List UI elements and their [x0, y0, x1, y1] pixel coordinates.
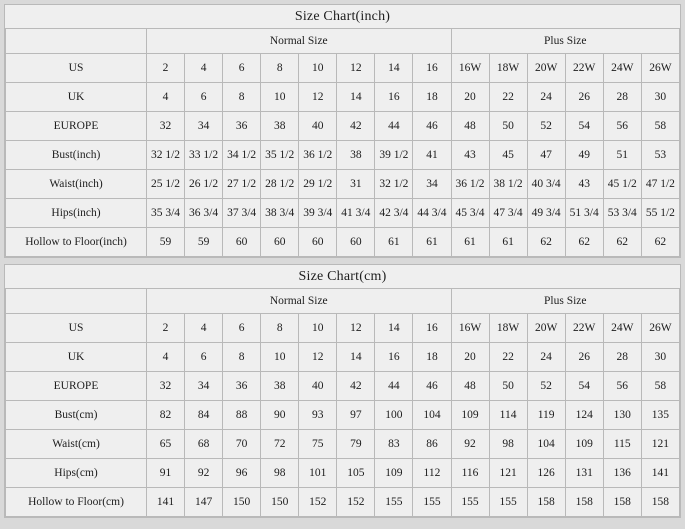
cell: 20 — [451, 83, 489, 112]
cell: 30 — [641, 83, 679, 112]
cell: 40 — [299, 112, 337, 141]
cell: 42 — [337, 372, 375, 401]
cell: 105 — [337, 459, 375, 488]
cell: 43 — [565, 170, 603, 199]
cell: 62 — [603, 228, 641, 257]
cell: 10 — [261, 83, 299, 112]
cell: 36 3/4 — [185, 199, 223, 228]
cell: 35 3/4 — [147, 199, 185, 228]
group-plus-size: Plus Size — [451, 289, 680, 314]
group-blank-cell — [6, 29, 147, 54]
cell: 26W — [641, 314, 679, 343]
table-row — [6, 401, 680, 430]
cell: 49 — [565, 141, 603, 170]
cell: 10 — [261, 343, 299, 372]
cell: 131 — [565, 459, 603, 488]
cell: 45 3/4 — [451, 199, 489, 228]
cell: 61 — [451, 228, 489, 257]
cell: 101 — [299, 459, 337, 488]
cell: 58 — [641, 112, 679, 141]
cell: 28 1/2 — [261, 170, 299, 199]
table-row — [6, 459, 680, 488]
cell: 32 — [147, 112, 185, 141]
cell: 26W — [641, 54, 679, 83]
cell: 12 — [337, 314, 375, 343]
cell: 36 1/2 — [451, 170, 489, 199]
cell: 28 — [603, 343, 641, 372]
cell: 96 — [223, 459, 261, 488]
cell: 155 — [413, 488, 451, 517]
chart-title-cm: Size Chart(cm) — [298, 269, 387, 284]
cell: 16W — [451, 314, 489, 343]
cell: 37 3/4 — [223, 199, 261, 228]
cell: 42 — [337, 112, 375, 141]
cell: 92 — [451, 430, 489, 459]
table-row — [6, 488, 680, 517]
cell: 40 — [299, 372, 337, 401]
cell: 115 — [603, 430, 641, 459]
table-row — [6, 343, 680, 372]
cell: 14 — [375, 54, 413, 83]
cell: 12 — [299, 343, 337, 372]
cell: 48 — [451, 372, 489, 401]
cell: 12 — [337, 54, 375, 83]
cell: 83 — [375, 430, 413, 459]
cell: 41 — [413, 141, 451, 170]
cell: 26 1/2 — [185, 170, 223, 199]
cell: 36 1/2 — [299, 141, 337, 170]
chart-title-inch: Size Chart(inch) — [294, 9, 391, 24]
cell: 65 — [147, 430, 185, 459]
cell: 33 1/2 — [185, 141, 223, 170]
row-label: Bust(cm) — [6, 401, 147, 430]
cell: 68 — [185, 430, 223, 459]
cell: 109 — [451, 401, 489, 430]
cell: 16 — [413, 54, 451, 83]
cell: 41 3/4 — [337, 199, 375, 228]
cell: 98 — [261, 459, 299, 488]
cell: 4 — [147, 83, 185, 112]
row-label: US — [6, 54, 147, 83]
cell: 48 — [451, 112, 489, 141]
cell: 8 — [261, 54, 299, 83]
cell: 34 1/2 — [223, 141, 261, 170]
table-row — [6, 372, 680, 401]
cell: 26 — [565, 83, 603, 112]
cell: 24 — [527, 83, 565, 112]
cell: 44 3/4 — [413, 199, 451, 228]
row-label: UK — [6, 343, 147, 372]
cell: 39 3/4 — [299, 199, 337, 228]
cell: 40 3/4 — [527, 170, 565, 199]
group-blank-cell — [6, 289, 147, 314]
size-table-cm — [5, 288, 680, 517]
cell: 27 1/2 — [223, 170, 261, 199]
table-group-row — [6, 29, 680, 54]
cell: 91 — [147, 459, 185, 488]
cell: 90 — [261, 401, 299, 430]
cell: 150 — [261, 488, 299, 517]
cell: 56 — [603, 372, 641, 401]
cell: 38 — [337, 141, 375, 170]
cell: 36 — [223, 112, 261, 141]
cell: 22W — [565, 314, 603, 343]
cell: 60 — [337, 228, 375, 257]
cell: 135 — [641, 401, 679, 430]
cell: 104 — [413, 401, 451, 430]
cell: 46 — [413, 372, 451, 401]
cell: 39 1/2 — [375, 141, 413, 170]
cell: 62 — [641, 228, 679, 257]
row-label: Hips(inch) — [6, 199, 147, 228]
cell: 75 — [299, 430, 337, 459]
cell: 141 — [641, 459, 679, 488]
table-row — [6, 170, 680, 199]
cell: 20W — [527, 54, 565, 83]
cell: 84 — [185, 401, 223, 430]
cell: 124 — [565, 401, 603, 430]
cell: 22 — [489, 343, 527, 372]
cell: 152 — [299, 488, 337, 517]
cell: 152 — [337, 488, 375, 517]
cell: 97 — [337, 401, 375, 430]
row-label: UK — [6, 83, 147, 112]
cell: 147 — [185, 488, 223, 517]
cell: 44 — [375, 112, 413, 141]
group-normal-size: Normal Size — [147, 29, 452, 54]
cell: 155 — [375, 488, 413, 517]
cell: 4 — [147, 343, 185, 372]
cell: 53 3/4 — [603, 199, 641, 228]
table-row — [6, 430, 680, 459]
cell: 6 — [185, 343, 223, 372]
cell: 56 — [603, 112, 641, 141]
cell: 58 — [641, 372, 679, 401]
cell: 155 — [451, 488, 489, 517]
row-label: EUROPE — [6, 112, 147, 141]
cell: 109 — [375, 459, 413, 488]
cell: 126 — [527, 459, 565, 488]
table-row — [6, 314, 680, 343]
cell: 8 — [223, 343, 261, 372]
cell: 20 — [451, 343, 489, 372]
cell: 141 — [147, 488, 185, 517]
cell: 150 — [223, 488, 261, 517]
row-label: Hollow to Floor(inch) — [6, 228, 147, 257]
cell: 119 — [527, 401, 565, 430]
cell: 155 — [489, 488, 527, 517]
cell: 42 3/4 — [375, 199, 413, 228]
cell: 62 — [527, 228, 565, 257]
cell: 44 — [375, 372, 413, 401]
cell: 45 1/2 — [603, 170, 641, 199]
cell: 18 — [413, 83, 451, 112]
cell: 49 3/4 — [527, 199, 565, 228]
cell: 36 — [223, 372, 261, 401]
table-row — [6, 83, 680, 112]
cell: 52 — [527, 372, 565, 401]
cell: 52 — [527, 112, 565, 141]
cell: 158 — [603, 488, 641, 517]
cell: 34 — [413, 170, 451, 199]
cell: 28 — [603, 83, 641, 112]
row-label: EUROPE — [6, 372, 147, 401]
cell: 79 — [337, 430, 375, 459]
cell: 30 — [641, 343, 679, 372]
cell: 32 1/2 — [375, 170, 413, 199]
row-label: US — [6, 314, 147, 343]
cell: 54 — [565, 112, 603, 141]
cell: 6 — [223, 54, 261, 83]
cell: 47 — [527, 141, 565, 170]
cell: 6 — [223, 314, 261, 343]
cell: 136 — [603, 459, 641, 488]
cell: 116 — [451, 459, 489, 488]
cell: 59 — [185, 228, 223, 257]
cell: 62 — [565, 228, 603, 257]
cell: 50 — [489, 112, 527, 141]
cell: 24 — [527, 343, 565, 372]
group-normal-size: Normal Size — [147, 289, 452, 314]
cell: 24W — [603, 54, 641, 83]
cell: 158 — [527, 488, 565, 517]
cell: 31 — [337, 170, 375, 199]
cell: 55 1/2 — [641, 199, 679, 228]
cell: 29 1/2 — [299, 170, 337, 199]
cell: 22 — [489, 83, 527, 112]
size-chart-inch — [4, 4, 681, 258]
cell: 54 — [565, 372, 603, 401]
cell: 51 3/4 — [565, 199, 603, 228]
cell: 60 — [299, 228, 337, 257]
cell: 4 — [185, 314, 223, 343]
row-label: Bust(inch) — [6, 141, 147, 170]
cell: 34 — [185, 112, 223, 141]
cell: 98 — [489, 430, 527, 459]
cell: 26 — [565, 343, 603, 372]
cell: 38 1/2 — [489, 170, 527, 199]
cell: 158 — [641, 488, 679, 517]
cell: 104 — [527, 430, 565, 459]
cell: 16 — [413, 314, 451, 343]
cell: 16 — [375, 343, 413, 372]
cell: 60 — [223, 228, 261, 257]
cell: 18W — [489, 54, 527, 83]
cell: 14 — [337, 343, 375, 372]
row-label: Hips(cm) — [6, 459, 147, 488]
cell: 112 — [413, 459, 451, 488]
cell: 14 — [337, 83, 375, 112]
size-table-inch — [5, 28, 680, 257]
cell: 51 — [603, 141, 641, 170]
cell: 2 — [147, 54, 185, 83]
cell: 18 — [413, 343, 451, 372]
cell: 6 — [185, 83, 223, 112]
cell: 35 1/2 — [261, 141, 299, 170]
cell: 158 — [565, 488, 603, 517]
table-row — [6, 228, 680, 257]
table-row — [6, 141, 680, 170]
table-row — [6, 54, 680, 83]
row-label: Waist(inch) — [6, 170, 147, 199]
cell: 61 — [489, 228, 527, 257]
cell: 38 3/4 — [261, 199, 299, 228]
cell: 12 — [299, 83, 337, 112]
cell: 53 — [641, 141, 679, 170]
cell: 25 1/2 — [147, 170, 185, 199]
cell: 32 1/2 — [147, 141, 185, 170]
cell: 61 — [413, 228, 451, 257]
row-label: Hollow to Floor(cm) — [6, 488, 147, 517]
cell: 20W — [527, 314, 565, 343]
table-row — [6, 112, 680, 141]
cell: 22W — [565, 54, 603, 83]
cell: 16W — [451, 54, 489, 83]
cell: 38 — [261, 372, 299, 401]
cell: 46 — [413, 112, 451, 141]
cell: 60 — [261, 228, 299, 257]
cell: 86 — [413, 430, 451, 459]
cell: 121 — [489, 459, 527, 488]
cell: 34 — [185, 372, 223, 401]
cell: 10 — [299, 314, 337, 343]
cell: 16 — [375, 83, 413, 112]
table-group-row — [6, 289, 680, 314]
cell: 38 — [261, 112, 299, 141]
cell: 24W — [603, 314, 641, 343]
cell: 82 — [147, 401, 185, 430]
cell: 50 — [489, 372, 527, 401]
cell: 4 — [185, 54, 223, 83]
cell: 8 — [223, 83, 261, 112]
cell: 93 — [299, 401, 337, 430]
cell: 10 — [299, 54, 337, 83]
cell: 70 — [223, 430, 261, 459]
cell: 100 — [375, 401, 413, 430]
cell: 130 — [603, 401, 641, 430]
cell: 14 — [375, 314, 413, 343]
cell: 88 — [223, 401, 261, 430]
cell: 32 — [147, 372, 185, 401]
group-plus-size: Plus Size — [451, 29, 680, 54]
cell: 47 1/2 — [641, 170, 679, 199]
cell: 61 — [375, 228, 413, 257]
cell: 18W — [489, 314, 527, 343]
row-label: Waist(cm) — [6, 430, 147, 459]
cell: 43 — [451, 141, 489, 170]
cell: 114 — [489, 401, 527, 430]
cell: 59 — [147, 228, 185, 257]
cell: 2 — [147, 314, 185, 343]
cell: 72 — [261, 430, 299, 459]
cell: 47 3/4 — [489, 199, 527, 228]
table-row — [6, 199, 680, 228]
size-chart-cm — [4, 264, 681, 518]
cell: 109 — [565, 430, 603, 459]
cell: 45 — [489, 141, 527, 170]
cell: 121 — [641, 430, 679, 459]
cell: 8 — [261, 314, 299, 343]
cell: 92 — [185, 459, 223, 488]
